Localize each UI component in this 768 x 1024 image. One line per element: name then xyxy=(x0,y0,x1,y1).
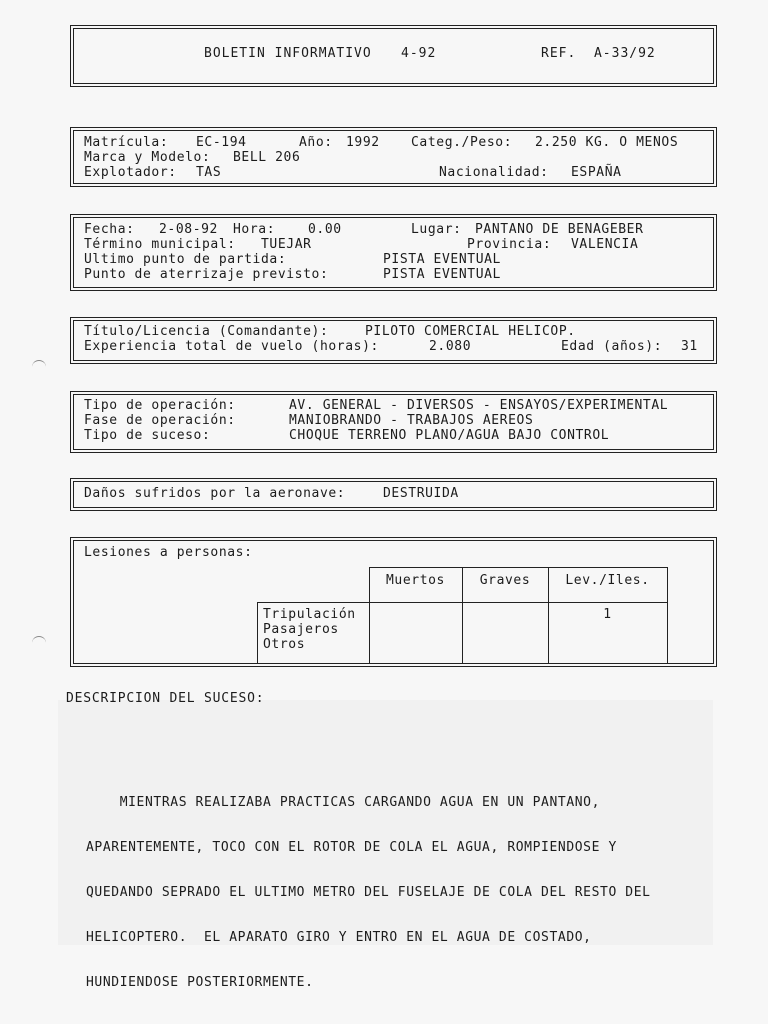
operation-box xyxy=(70,391,717,453)
hora-label: Hora: xyxy=(233,222,276,237)
injuries-table xyxy=(257,567,668,664)
tipo-operacion-value: AV. GENERAL - DIVERSOS - ENSAYOS/EXPERIMENTAL xyxy=(289,398,669,413)
tripulacion-leves-value: 1 xyxy=(603,607,612,622)
ano-label: Año: xyxy=(299,135,333,150)
col-graves xyxy=(462,568,548,603)
cell-muertos xyxy=(369,603,462,664)
explotador-label: Explotador: xyxy=(84,165,177,180)
cell-leves xyxy=(548,603,667,664)
description-title: DESCRIPCION DEL SUCESO: xyxy=(66,691,265,706)
categ-value: 2.250 KG. O MENOS xyxy=(535,135,679,150)
tipo-suceso-label: Tipo de suceso: xyxy=(84,428,211,443)
event-box xyxy=(70,214,717,291)
ultimo-label: Ultimo punto de partida: xyxy=(84,252,287,267)
explotador-value: TAS xyxy=(196,165,222,180)
description-line: QUEDANDO SEPRADO EL ULTIMO METRO DEL FUSELAJE DE COLA DEL RESTO DEL xyxy=(86,885,651,900)
punch-hole-mark xyxy=(32,636,46,647)
edad-value: 31 xyxy=(681,339,698,354)
tipo-suceso-value: CHOQUE TERRENO PLANO/AGUA BAJO CONTROL xyxy=(289,428,610,443)
termino-value: TUEJAR xyxy=(261,237,312,252)
danos-value: DESTRUIDA xyxy=(383,486,459,501)
bulletin-ref: REF. A-33/92 xyxy=(541,46,656,61)
experiencia-value: 2.080 xyxy=(429,339,472,354)
description-body xyxy=(86,765,716,1005)
cell-graves xyxy=(462,603,548,664)
aterrizaje-label: Punto de aterrizaje previsto: xyxy=(84,267,329,282)
termino-label: Término municipal: xyxy=(84,237,236,252)
aterrizaje-value: PISTA EVENTUAL xyxy=(383,267,501,282)
punch-hole-mark xyxy=(32,360,46,371)
row-labels xyxy=(258,603,370,664)
col-muertos-label: Muertos xyxy=(386,573,445,588)
aircraft-box xyxy=(70,127,717,187)
danos-label: Daños sufridos por la aeronave: xyxy=(84,486,346,501)
titulo-value: PILOTO COMERCIAL HELICOP. xyxy=(365,324,576,339)
description-line: HUNDIENDOSE POSTERIORMENTE. xyxy=(86,975,314,990)
lesiones-label: Lesiones a personas: xyxy=(84,545,253,560)
marca-value: BELL 206 xyxy=(233,150,301,165)
ultimo-value: PISTA EVENTUAL xyxy=(383,252,501,267)
injuries-body-row xyxy=(258,603,668,664)
row-tripulacion: Tripulación xyxy=(263,607,356,622)
matricula-value: EC-194 xyxy=(196,135,247,150)
experiencia-label: Experiencia total de vuelo (horas): xyxy=(84,339,379,354)
fecha-value: 2-08-92 xyxy=(159,222,218,237)
categ-label: Categ./Peso: xyxy=(411,135,513,150)
row-pasajeros: Pasajeros xyxy=(263,622,339,637)
hora-value: 0.00 xyxy=(308,222,342,237)
lugar-label: Lugar: xyxy=(411,222,462,237)
row-otros: Otros xyxy=(263,637,306,652)
bulletin-title: BOLETIN INFORMATIVO xyxy=(204,46,372,61)
tipo-operacion-label: Tipo de operación: xyxy=(84,398,236,413)
header-box xyxy=(70,25,717,87)
col-graves-label: Graves xyxy=(479,573,531,588)
col-leves-label: Lev./Iles. xyxy=(565,573,650,588)
ano-value: 1992 xyxy=(346,135,380,150)
nacionalidad-label: Nacionalidad: xyxy=(439,165,549,180)
bulletin-number: 4-92 xyxy=(401,46,437,61)
marca-label: Marca y Modelo: xyxy=(84,150,211,165)
fase-operacion-label: Fase de operación: xyxy=(84,413,236,428)
pilot-box xyxy=(70,317,717,364)
lugar-value: PANTANO DE BENAGEBER xyxy=(475,222,644,237)
description-line: APARENTEMENTE, TOCO CON EL ROTOR DE COLA EL AGUA, ROMPIENDOSE Y xyxy=(86,840,617,855)
nacionalidad-value: ESPAÑA xyxy=(571,165,622,180)
col-leves xyxy=(548,568,667,603)
description-line: MIENTRAS REALIZABA PRACTICAS CARGANDO AGUA EN UN PANTANO, xyxy=(86,795,601,810)
provincia-label: Provincia: xyxy=(467,237,552,252)
matricula-label: Matrícula: xyxy=(84,135,169,150)
injuries-header-row xyxy=(258,568,668,603)
fecha-label: Fecha: xyxy=(84,222,135,237)
provincia-value: VALENCIA xyxy=(571,237,639,252)
titulo-label: Título/Licencia (Comandante): xyxy=(84,324,329,339)
col-muertos xyxy=(369,568,462,603)
edad-label: Edad (años): xyxy=(561,339,663,354)
fase-operacion-value: MANIOBRANDO - TRABAJOS AEREOS xyxy=(289,413,534,428)
damage-box xyxy=(70,478,717,511)
description-line: HELICOPTERO. EL APARATO GIRO Y ENTRO EN EL AGUA DE COSTADO, xyxy=(86,930,592,945)
